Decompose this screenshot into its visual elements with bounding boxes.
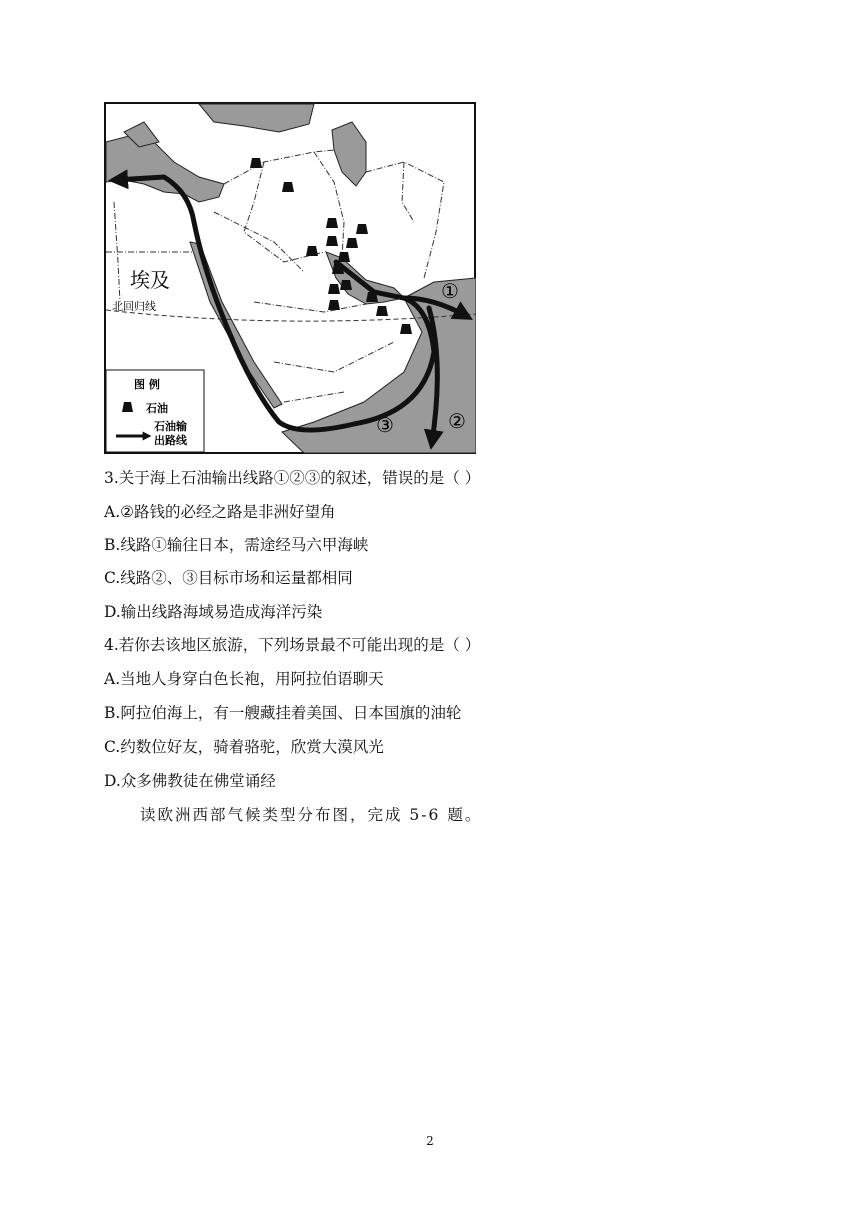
question-3-option-d: D.输出线路海域易造成海洋污染 <box>104 603 323 621</box>
question-3-option-a: A.②路钱的必经之路是非洲好望角 <box>104 503 336 521</box>
route-label-2: ② <box>448 409 466 433</box>
middle-east-oil-map <box>104 102 476 454</box>
legend-route-label-1: 石油输 <box>154 420 187 433</box>
route-label-1: ① <box>441 279 459 303</box>
tropic-label: 北回归线 <box>112 300 156 313</box>
question-3-option-c: C.线路②、③目标市场和运量都相同 <box>104 569 353 587</box>
legend <box>106 370 204 452</box>
egypt-label: 埃及 <box>130 268 170 292</box>
question-3-stem: 3.关于海上石油输出线路①②③的叙述，错误的是（ ） <box>104 469 481 487</box>
intro-text: 读欧洲西部气候类型分布图，完成 5-6 题。 <box>140 806 483 824</box>
question-4-option-b: B.阿拉伯海上，有一艘藏挂着美国、日本国旗的油轮 <box>104 704 462 722</box>
page-number: 2 <box>426 1134 434 1148</box>
question-3-option-b: B.线路①输往日本，需途经马六甲海峡 <box>104 536 369 554</box>
legend-route-label-2: 出路线 <box>154 434 187 447</box>
legend-title: 图 例 <box>134 378 160 391</box>
question-4-option-c: C.约数位好友，骑着骆驼，欣赏大漠风光 <box>104 738 384 756</box>
legend-oil-label: 石油 <box>146 402 168 415</box>
route-label-3: ③ <box>376 413 394 437</box>
question-4-option-d: D.众多佛教徒在佛堂诵经 <box>104 772 276 790</box>
question-4-stem: 4.若你去该地区旅游，下列场景最不可能出现的是（ ） <box>104 636 481 654</box>
question-4-option-a: A.当地人身穿白色长袍，用阿拉伯语聊天 <box>104 670 384 688</box>
